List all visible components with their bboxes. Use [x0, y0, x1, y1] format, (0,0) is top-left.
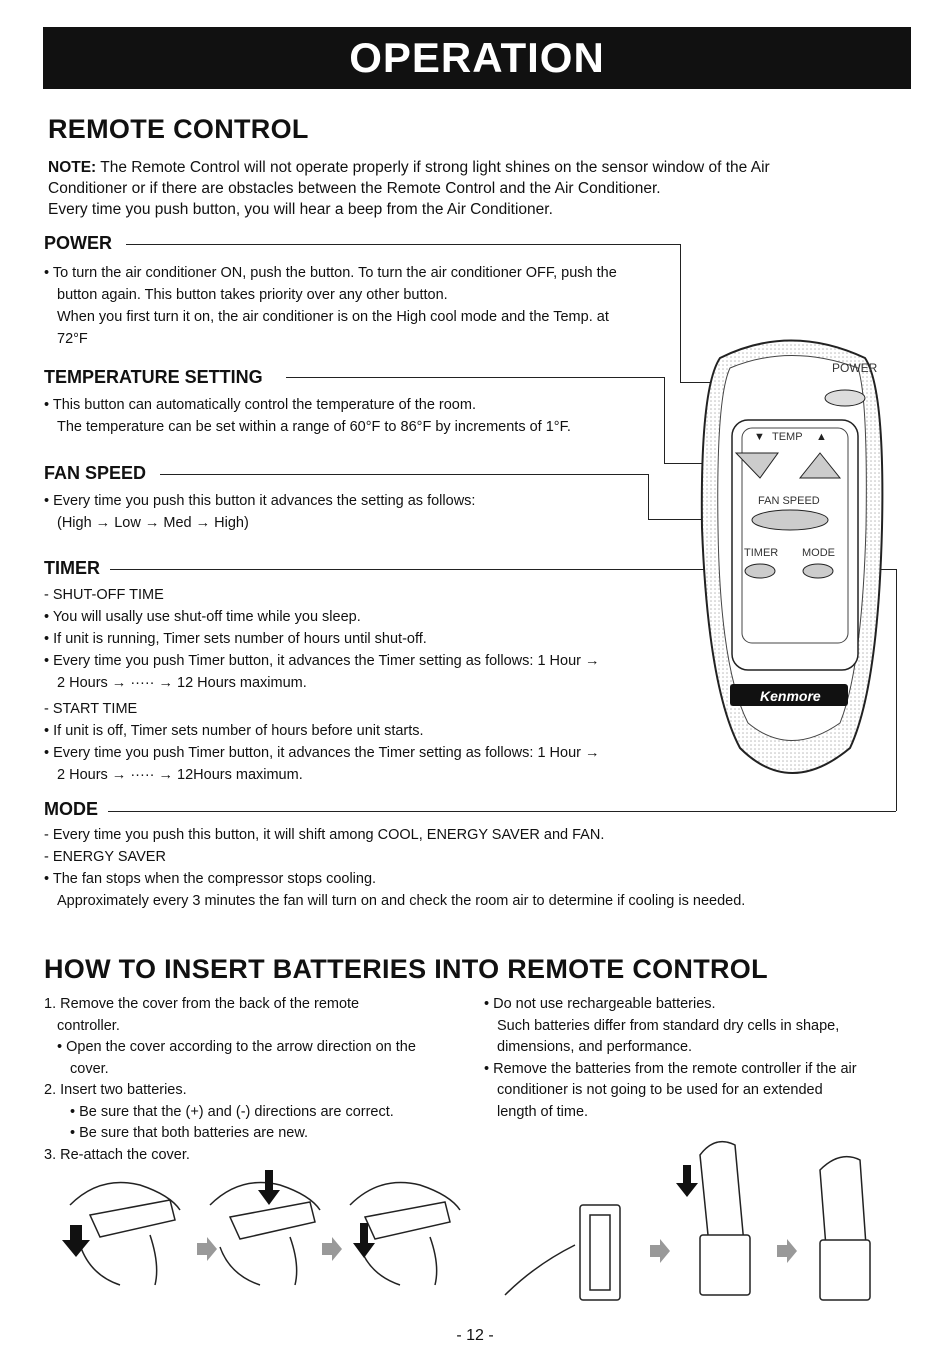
- power-line: • To turn the air conditioner ON, push the button. To turn the air conditioner OFF, push the: [44, 265, 617, 281]
- timer-line: 2 Hours → ····· → 12 Hours maximum.: [57, 675, 307, 691]
- temperature-line: • This button can automatically control the temperature of the room.: [44, 397, 476, 413]
- fan-speed-line: (High → Low → Med → High): [57, 515, 249, 531]
- mode-line: Approximately every 3 minutes the fan will turn on and check the room air to determine if cooling is needed.: [57, 893, 746, 909]
- battery-step-line: cover.: [70, 1060, 109, 1077]
- arrow-up-icon: [62, 1225, 90, 1257]
- battery-step-line: 3. Re-attach the cover.: [44, 1146, 190, 1163]
- note-text: The Remote Control will not operate properly if strong light shines on the sensor window of the Air: [96, 159, 770, 176]
- remote-mode-label: MODE: [802, 547, 835, 559]
- fan-speed-button-icon: [752, 510, 828, 530]
- batteries-steps: [44, 994, 484, 1166]
- power-leader-line: [680, 244, 681, 382]
- remote-control-illustration: [690, 328, 892, 788]
- timer-line: • If unit is off, Timer sets number of hours before unit starts.: [44, 723, 424, 739]
- timer-button-icon: [745, 564, 775, 578]
- timer-line: • Every time you push Timer button, it advances the Timer setting as follows: 1 Hour →: [44, 653, 600, 669]
- mode-heading: MODE: [44, 799, 98, 819]
- note-block: [48, 157, 908, 220]
- mode-leader-line: [896, 569, 897, 811]
- battery-step-line: controller.: [57, 1017, 120, 1034]
- temperature-leader-line: [664, 377, 665, 463]
- timer-line: - SHUT-OFF TIME: [44, 587, 164, 603]
- arrow-right-icon: [777, 1239, 797, 1263]
- page-number: - 12 -: [456, 1327, 494, 1344]
- timer-heading: TIMER: [44, 558, 100, 578]
- arrow-right-icon: [322, 1237, 342, 1261]
- batteries-heading: HOW TO INSERT BATTERIES INTO REMOTE CONTROL: [44, 954, 768, 984]
- mode-line: - ENERGY SAVER: [44, 849, 166, 865]
- fan-speed-line: • Every time you push this button it advances the setting as follows:: [44, 493, 476, 509]
- timer-line: 2 Hours → ····· → 12Hours maximum.: [57, 767, 303, 783]
- battery-note-line: length of time.: [497, 1103, 589, 1120]
- power-leader-line: [126, 244, 680, 245]
- arrow-down-icon: [258, 1170, 280, 1205]
- temperature-leader-line: [286, 377, 664, 378]
- remote-fan-speed-label: FAN SPEED: [758, 495, 820, 507]
- page-banner: OPERATION: [43, 27, 911, 89]
- mode-text: [44, 824, 904, 912]
- timer-line: • Every time you push Timer button, it advances the Timer setting as follows: 1 Hour →: [44, 745, 600, 761]
- temperature-text: [44, 394, 684, 438]
- battery-note-line: • Remove the batteries from the remote controller if the air: [484, 1060, 857, 1077]
- mode-button-icon: [803, 564, 833, 578]
- arrow-right-icon: [650, 1239, 670, 1263]
- note-line-3: Every time you push button, you will hear a beep from the Air Conditioner.: [48, 201, 553, 218]
- power-line: button again. This button takes priority over any other button.: [57, 287, 448, 303]
- power-line: 72°F: [57, 331, 88, 347]
- temperature-line: The temperature can be set within a range of 60°F to 86°F by increments of 1°F.: [57, 419, 571, 435]
- battery-step-line: 2. Insert two batteries.: [44, 1082, 187, 1098]
- remote-temp-label: TEMP: [772, 431, 803, 443]
- svg-text:▼: ▼: [754, 431, 765, 443]
- power-heading: POWER: [44, 233, 113, 253]
- battery-step-line: • Be sure that both batteries are new.: [70, 1125, 309, 1141]
- svg-text:▲: ▲: [816, 431, 827, 443]
- timer-text: [44, 584, 694, 786]
- temperature-heading: TEMPERATURE SETTING: [44, 367, 263, 387]
- arrow-right-icon: [197, 1237, 217, 1261]
- power-text: [44, 262, 684, 350]
- battery-note-line: conditioner is not going to be used for an extended: [497, 1082, 823, 1098]
- remote-timer-label: TIMER: [744, 547, 779, 559]
- mode-line: - Every time you push this button, it will shift among COOL, ENERGY SAVER and FAN.: [44, 827, 605, 843]
- remote-control-heading: REMOTE CONTROL: [48, 114, 309, 144]
- timer-line: - START TIME: [44, 701, 138, 717]
- battery-note-line: Such batteries differ from standard dry cells in shape,: [497, 1017, 840, 1034]
- fan-speed-leader-line: [160, 474, 648, 475]
- arrow-down-icon: [676, 1165, 698, 1197]
- remote-power-label: POWER: [832, 361, 878, 375]
- battery-note-line: • Do not use rechargeable batteries.: [484, 996, 716, 1012]
- note-label: NOTE:: [48, 159, 97, 176]
- battery-step-line: • Be sure that the (+) and (-) directions are correct.: [70, 1103, 394, 1120]
- note-line-2: Conditioner or if there are obstacles between the Remote Control and the Air Conditioner.: [48, 180, 661, 197]
- battery-insertion-illustration: [60, 1165, 470, 1290]
- fan-speed-heading: FAN SPEED: [44, 463, 147, 483]
- power-line: When you first turn it on, the air conditioner is on the High cool mode and the Temp. at: [57, 309, 609, 325]
- mode-leader-line: [108, 811, 896, 812]
- battery-step-line: 1. Remove the cover from the back of the remote: [44, 996, 360, 1012]
- timer-line: • If unit is running, Timer sets number of hours until shut-off.: [44, 631, 427, 647]
- battery-note-line: dimensions, and performance.: [497, 1039, 693, 1055]
- fan-speed-leader-line: [648, 474, 649, 519]
- batteries-notes: [484, 994, 924, 1123]
- battery-step-line: • Open the cover according to the arrow direction on the: [57, 1039, 416, 1055]
- fan-speed-text: [44, 490, 684, 534]
- timer-line: • You will usally use shut-off time while you sleep.: [44, 609, 361, 625]
- kenmore-logo: Kenmore: [760, 688, 821, 704]
- remote-holder-illustration: [495, 1135, 895, 1315]
- mode-line: • The fan stops when the compressor stops cooling.: [44, 871, 377, 887]
